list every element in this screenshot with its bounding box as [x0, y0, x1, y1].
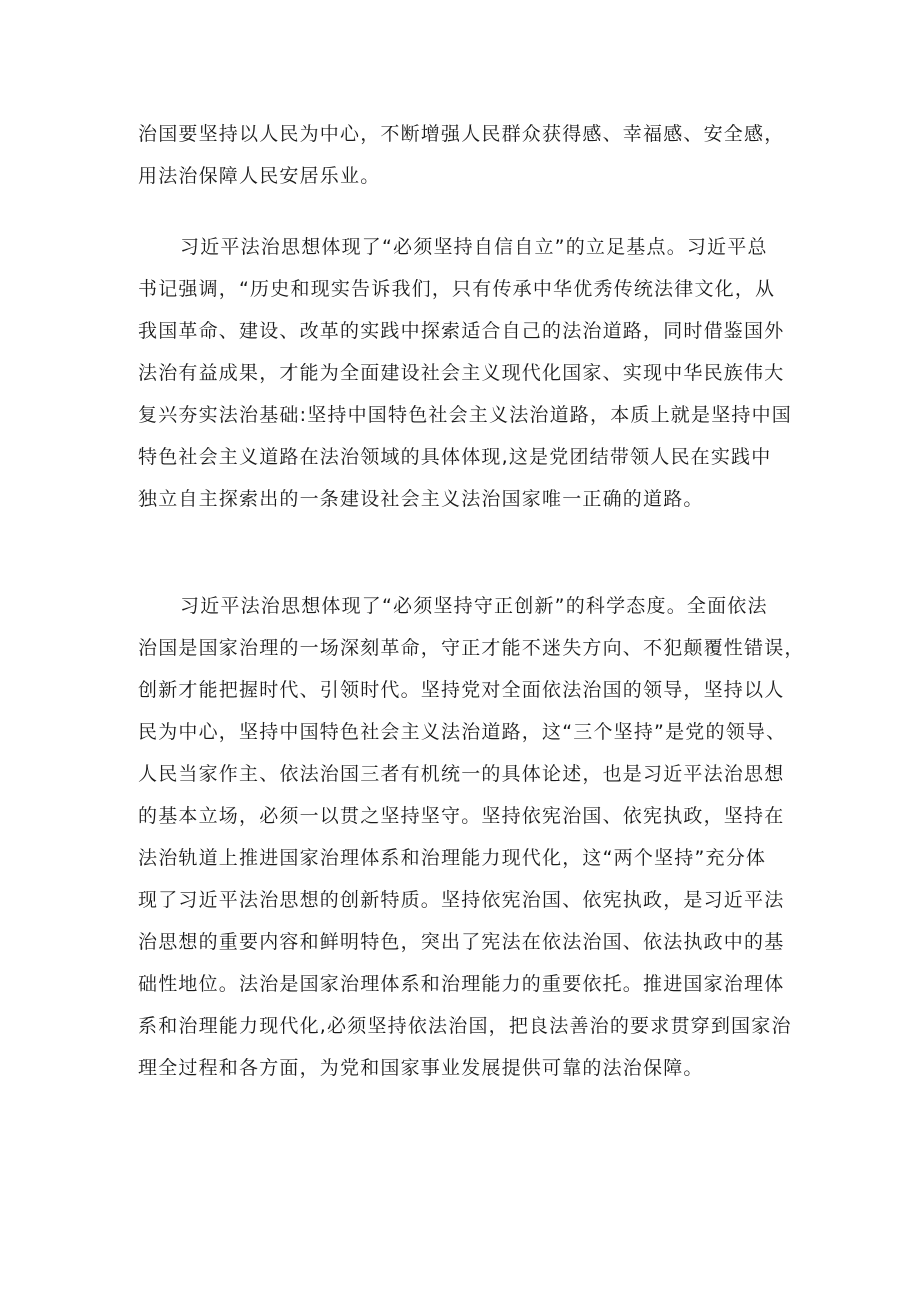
text-line: 习近平法治思想体现了“必须坚持自信自立”的立足基点。习近平总 [180, 236, 768, 258]
text-line: 书记强调，“历史和现实告诉我们，只有传承中华优秀传统法律文化，从 [138, 278, 776, 300]
text-line: 创新才能把握时代、引领时代。坚持党对全面依法治国的领导，坚持以人 [138, 679, 785, 701]
text-line: 的基本立场，必须一以贯之坚持坚守。坚持依宪治国、依宪执政，坚持在 [138, 805, 785, 827]
text-line: 法治有益成果，才能为全面建设社会主义现代化国家、实现中华民族伟大 [138, 362, 785, 384]
text-line: 理全过程和各方面，为党和国家事业发展提供可靠的法治保障。 [138, 1057, 704, 1079]
text-line: 我国革命、建设、改革的实践中探索适合自己的法治道路，同时借鉴国外 [138, 320, 785, 342]
text-line: 系和治理能力现代化,必须坚持依法治国，把良法善治的要求贯穿到国家治 [138, 1015, 792, 1037]
text-line: 治思想的重要内容和鲜明特色，突出了宪法在依法治国、依法执政中的基 [138, 931, 785, 953]
text-line: 独立自主探索出的一条建设社会主义法治国家唯一正确的道路。 [138, 488, 704, 510]
text-line: 习近平法治思想体现了“必须坚持守正创新”的科学态度。全面依法 [180, 595, 768, 617]
text-line: 治国要坚持以人民为中心，不断增强人民群众获得感、幸福感、安全感， [138, 123, 785, 145]
text-line: 用法治保障人民安居乐业。 [138, 165, 381, 187]
text-line: 特色社会主义道路在法治领域的具体体现,这是党团结带领人民在实践中 [138, 446, 772, 468]
text-line: 复兴夯实法治基础:坚持中国特色社会主义法治道路，本质上就是坚持中国 [138, 404, 793, 426]
text-line: 民为中心，坚持中国特色社会主义法治道路，这“三个坚持”是党的领导、 [138, 721, 787, 743]
text-line: 现了习近平法治思想的创新特质。坚持依宪治国、依宪执政，是习近平法 [138, 889, 785, 911]
paragraph-continuation [138, 113, 798, 197]
text-line: 础性地位。法治是国家治理体系和治理能力的重要依托。推进国家治理体 [138, 973, 785, 995]
paragraph-innovation [138, 585, 805, 1089]
text-line: 治国是国家治理的一场深刻革命，守正才能不迷失方向、不犯颠覆性错误， [138, 637, 805, 659]
text-line: 法治轨道上推进国家治理体系和治理能力现代化，这“两个坚持”充分体 [138, 847, 767, 869]
paragraph-confidence [138, 226, 798, 520]
text-line: 人民当家作主、依法治国三者有机统一的具体论述，也是习近平法治思想 [138, 763, 785, 785]
